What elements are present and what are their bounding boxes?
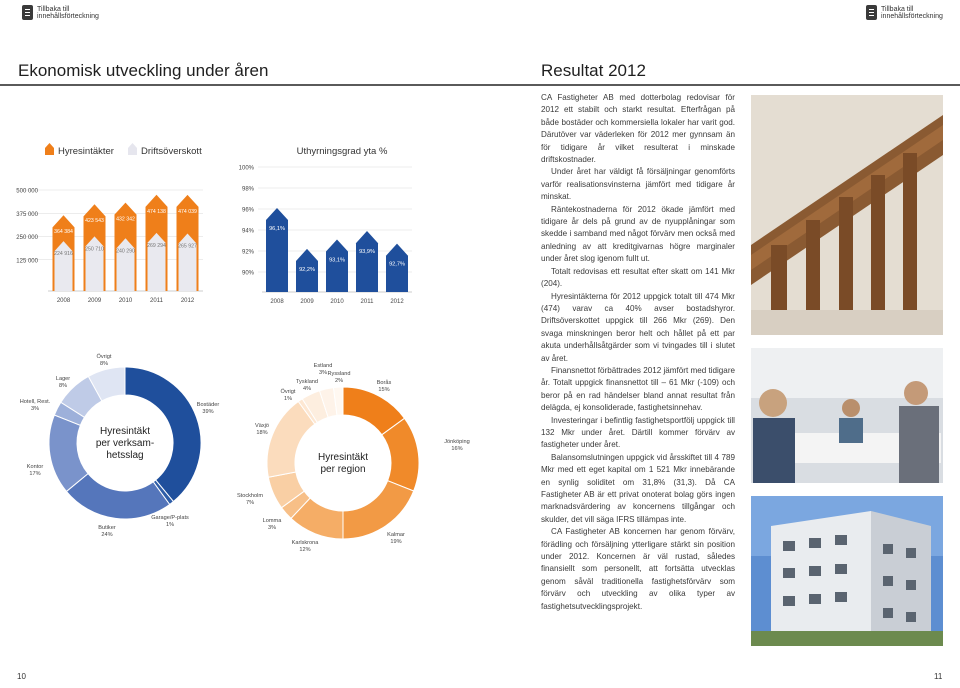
data-label: 240 290 bbox=[116, 248, 135, 255]
slice-name: Lager bbox=[55, 376, 71, 382]
bar-driftsoverskott bbox=[148, 233, 166, 291]
chart-title: Uthyrningsgrad yta % bbox=[296, 146, 388, 157]
slice-label bbox=[197, 402, 220, 415]
slice-label bbox=[237, 493, 263, 506]
slice-name: Kalmar bbox=[387, 532, 405, 538]
legend-label: Hyresintäkter bbox=[58, 146, 114, 157]
back-to-toc-label: Tillbaka till innehållsförteckning bbox=[881, 5, 943, 20]
slice-percent: 16% bbox=[451, 446, 463, 452]
slice-percent: 19% bbox=[390, 539, 402, 545]
body-text bbox=[541, 92, 735, 613]
slice-label bbox=[281, 388, 296, 402]
slice-percent: 1% bbox=[283, 396, 293, 402]
bar-driftsoverskott bbox=[86, 236, 104, 291]
data-label: 474 138 bbox=[147, 208, 166, 215]
slice-label bbox=[327, 371, 350, 384]
donut-title: Hyresintäkt bbox=[317, 452, 369, 463]
slice-label bbox=[255, 423, 269, 436]
income-by-region-chart bbox=[237, 363, 470, 553]
slice-name: Lomma bbox=[262, 518, 282, 524]
slice-name: Hotell, Rest. bbox=[19, 399, 51, 405]
slice-label bbox=[377, 379, 392, 393]
slice-name: Kontor bbox=[26, 464, 44, 470]
staircase-photo bbox=[751, 95, 943, 335]
data-label: 96,1% bbox=[269, 225, 285, 232]
slice-label bbox=[151, 515, 189, 528]
slice-label bbox=[97, 353, 112, 367]
slice-label bbox=[263, 518, 283, 531]
slice-name: Borås bbox=[376, 380, 392, 386]
slice-percent: 2% bbox=[334, 378, 344, 384]
occupancy-bar bbox=[266, 208, 288, 292]
donut-title: per region bbox=[320, 464, 366, 475]
occupancy-chart bbox=[239, 146, 412, 305]
x-tick-label: 2012 bbox=[390, 299, 404, 305]
data-label: 224 916 bbox=[54, 251, 73, 258]
slice-label bbox=[56, 376, 70, 389]
paragraph: Investeringar i befintlig fastighetsportfölj uppgick till 132 Mkr under året. Därtill kommer förvärv av fastigheter under året. bbox=[541, 415, 735, 450]
donut-title: Hyresintäkt bbox=[99, 426, 151, 437]
back-to-toc-label: Tillbaka till innehållsförteckning bbox=[37, 5, 99, 20]
slice-name: Karlskrona bbox=[291, 540, 319, 546]
slice-name: Garage/P-plats bbox=[151, 515, 189, 521]
slice-percent: 8% bbox=[99, 361, 109, 367]
slice-percent: 3% bbox=[30, 406, 40, 412]
slice-percent: 18% bbox=[256, 430, 268, 436]
charts-area bbox=[0, 90, 480, 660]
income-by-segment-chart bbox=[20, 353, 220, 538]
page-number-right: 11 bbox=[934, 672, 943, 681]
left-heading-rule bbox=[0, 84, 480, 86]
slice-label bbox=[20, 399, 51, 412]
x-tick-label: 2011 bbox=[360, 299, 374, 305]
bar-driftsoverskott bbox=[55, 241, 73, 291]
slice-percent: 12% bbox=[299, 547, 311, 553]
bar-driftsoverskott bbox=[117, 238, 135, 291]
bar-driftsoverskott bbox=[179, 234, 197, 291]
slice-name: Övrigt bbox=[96, 354, 112, 360]
y-tick-label: 500 000 bbox=[16, 188, 38, 195]
slice-percent: 15% bbox=[378, 387, 390, 393]
page-number-left: 10 bbox=[17, 672, 26, 681]
paragraph: Finansnettot förbättrades 2012 jämfört med tidigare år. Totalt uppgick finansnettot till – 61 Mkr (-109) och beror på en rad händelser bland annat resultat från delägda, ej konsoliderade, fastighetsinnehav. bbox=[541, 365, 736, 413]
data-label: 92,7% bbox=[389, 261, 405, 268]
slice-percent: 17% bbox=[29, 471, 41, 477]
occupancy-bar bbox=[356, 231, 378, 292]
slice-percent: 39% bbox=[202, 409, 214, 415]
slice-percent: 24% bbox=[101, 532, 113, 538]
slice-label bbox=[296, 379, 318, 392]
slice-name: Ryssland bbox=[327, 371, 351, 377]
y-tick-label: 98% bbox=[241, 186, 254, 193]
data-label: 423 543 bbox=[85, 218, 104, 225]
paragraph: CA Fastigheter AB koncernen har genom förvärv, förädling och försäljning ytterligare stärkt sin position under 2012. Koncernen är väl rustad, således finansiellt som personellt, att fortsätta utvecklas genom såväl traditionella fastighetsförvärv som förvärv och utveckling av olika typer av fastighetsutvecklingsprojekt. bbox=[541, 527, 735, 611]
x-tick-label: 2011 bbox=[150, 298, 163, 304]
x-tick-label: 2010 bbox=[118, 298, 133, 304]
data-label: 93,9% bbox=[359, 249, 375, 256]
slice-name: Stockholm bbox=[236, 493, 264, 499]
right-heading-rule bbox=[480, 84, 960, 86]
slice-percent: 4% bbox=[302, 386, 312, 392]
x-tick-label: 2008 bbox=[56, 298, 71, 304]
paragraph: Hyresintäkterna för 2012 uppgick totalt till 474 Mkr (474) varav ca 40% avser bostadshyror. Driftsöverskottet uppgick till 266 Mkr (269). Den svaga minskningen beror helt och hållet på ett par akuta underhållsåtgärder som vi tvingades till i slutet av året. bbox=[541, 291, 735, 363]
data-label: 474 039 bbox=[178, 208, 197, 215]
data-label: 250 710 bbox=[85, 246, 104, 253]
slice-name: Estland bbox=[313, 363, 333, 369]
slice-label bbox=[98, 525, 116, 538]
paragraph: Balansomslutningen uppgick vid årsskiftet till 4 789 Mkr med ett eget kapital om 1 521 Mkr innebärande en synlig soliditet om 31,8% (31,3). Då CA Fastigheter AB är ett privat onoterat bolag görs ingen marknadsvärdering av koncernens tillgångar och skulder, det vill säga IFRS tillämpas inte. bbox=[541, 452, 735, 524]
back-to-toc-button-right[interactable] bbox=[866, 3, 943, 22]
legend-swatch bbox=[128, 143, 137, 155]
legend-swatch bbox=[45, 143, 54, 155]
data-label: 269 294 bbox=[147, 242, 166, 249]
x-tick-label: 2010 bbox=[330, 299, 344, 305]
x-tick-label: 2009 bbox=[300, 299, 314, 305]
y-tick-label: 250 000 bbox=[16, 235, 38, 241]
office-meeting-photo bbox=[751, 348, 943, 483]
slice-name: Bostäder bbox=[196, 402, 220, 408]
data-label: 432 342 bbox=[116, 216, 135, 223]
left-heading: Ekonomisk utveckling under åren bbox=[18, 61, 269, 80]
paragraph: Under året har väldigt få försäljningar genomförts varför realisationsvinsterna jämfört med tidigare år minskat. bbox=[541, 167, 735, 202]
data-label: 364 384 bbox=[54, 229, 73, 236]
y-tick-label: 94% bbox=[241, 228, 254, 235]
slice-name: Jönköping bbox=[444, 439, 470, 445]
y-tick-label: 125 000 bbox=[16, 258, 38, 265]
donut-hole bbox=[296, 416, 390, 510]
donut-title: per verksam- bbox=[95, 438, 155, 449]
slice-name: Butiker bbox=[98, 525, 116, 531]
y-tick-label: 375 000 bbox=[16, 211, 38, 218]
right-heading: Resultat 2012 bbox=[541, 61, 646, 80]
y-tick-label: 100% bbox=[238, 165, 254, 172]
data-label: 265 927 bbox=[178, 243, 197, 250]
slice-percent: 1% bbox=[165, 522, 175, 528]
x-tick-label: 2008 bbox=[270, 299, 284, 305]
legend-label: Driftsöverskott bbox=[141, 146, 202, 157]
slice-name: Övrigt bbox=[280, 389, 296, 395]
menu-icon bbox=[866, 5, 877, 20]
occupancy-bar bbox=[326, 239, 348, 292]
slice-percent: 3% bbox=[267, 525, 277, 531]
slice-percent: 3% bbox=[318, 370, 328, 376]
data-label: 93,1% bbox=[329, 257, 345, 264]
paragraph: Totalt redovisas ett resultat efter skatt om 141 Mkr (204). bbox=[541, 266, 735, 289]
data-label: 92,2% bbox=[299, 266, 315, 273]
slice-label bbox=[27, 464, 44, 477]
slice-label bbox=[387, 532, 405, 545]
x-tick-label: 2012 bbox=[180, 298, 195, 304]
rent-income-chart bbox=[16, 143, 203, 304]
menu-icon bbox=[22, 5, 33, 20]
slice-label bbox=[292, 540, 320, 553]
y-tick-label: 96% bbox=[241, 207, 254, 214]
back-to-toc-button-left[interactable] bbox=[22, 3, 99, 22]
slice-percent: 8% bbox=[58, 383, 68, 389]
apartment-building-photo bbox=[751, 496, 943, 646]
y-tick-label: 92% bbox=[241, 249, 254, 256]
slice-label bbox=[444, 439, 470, 452]
x-tick-label: 2009 bbox=[87, 298, 102, 304]
slice-name: Tyskland bbox=[295, 379, 319, 385]
slice-name: Växjö bbox=[255, 423, 269, 429]
y-tick-label: 90% bbox=[241, 270, 254, 277]
slice-percent: 7% bbox=[245, 500, 255, 506]
paragraph: Räntekostnaderna för 2012 ökade jämfört med tidigare år dels på grund av de nyupplåningar som skedde i samband med något förvärv men också med anledning av att kreditgivarnas högre marginaler under året slog igenom fullt ut. bbox=[541, 204, 735, 264]
donut-title: hetsslag bbox=[106, 450, 144, 461]
paragraph: CA Fastigheter AB med dotterbolag redovisar för 2012 ett stabilt och starkt resultat. Efterfrågan på både bostäder och kommersiella lokaler har varit god. Därutöver var väderleken för 2012 mer gynnsam än för tidigare år vilket resulterat i minskade driftskostnader. bbox=[541, 93, 735, 165]
